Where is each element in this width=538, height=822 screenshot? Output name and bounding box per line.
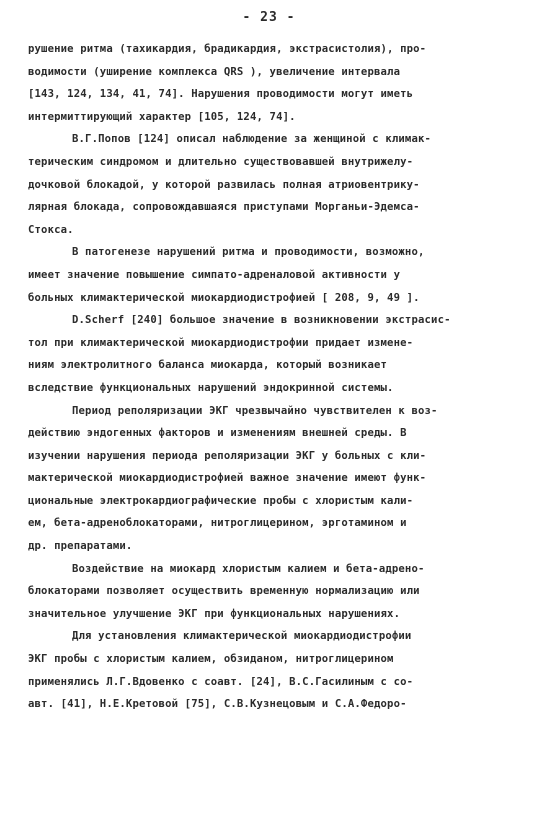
text-line: дочковой блокадой, у которой развилась полная атриовентрику- bbox=[28, 178, 420, 191]
text-line: циональные электрокардиографические пробы с хлористым кали- bbox=[28, 494, 414, 507]
text-line: В.Г.Попов [124] описал наблюдение за женщиной с климак- bbox=[72, 133, 432, 146]
body-text bbox=[28, 38, 528, 716]
text-line: др. препаратами. bbox=[28, 540, 133, 553]
text-line: Воздействие на миокард хлористым калием и бета-адрено- bbox=[72, 562, 425, 575]
text-line: Стокса. bbox=[28, 223, 74, 236]
text-line: авт. [41], Н.Е.Кретовой [75], С.В.Кузнецовым и С.А.Федоро- bbox=[28, 698, 407, 711]
page-number: - 23 - bbox=[242, 10, 296, 25]
text-line: Для установления климактерической миокардиодистрофии bbox=[72, 630, 412, 643]
text-line: значительное улучшение ЭКГ при функциональных нарушениях. bbox=[28, 607, 401, 620]
text-line: имеет значение повышение симпато-адреналовой активности у bbox=[28, 268, 401, 281]
text-line: вследствие функциональных нарушений эндокринной системы. bbox=[28, 381, 394, 394]
text-line: изучении нарушения периода реполяризации ЭКГ у больных с кли- bbox=[28, 449, 427, 462]
text-line: водимости (уширение комплекса QRS ), увеличение интервала bbox=[28, 65, 401, 78]
text-line: Период реполяризации ЭКГ чрезвычайно чувствителен к воз- bbox=[72, 404, 438, 417]
text-line: применялись Л.Г.Вдовенко с соавт. [24], В.С.Гасилиным с со- bbox=[28, 675, 414, 688]
text-line: действию эндогенных факторов и изменениям внешней среды. В bbox=[28, 427, 407, 440]
text-line: В патогенезе нарушений ритма и проводимости, возможно, bbox=[72, 246, 425, 259]
text-line: интермиттирующий характер [105, 124, 74]. bbox=[28, 110, 296, 123]
text-line: мактерической миокардиодистрофией важное значение имеют функ- bbox=[28, 472, 427, 485]
text-line: тол при климактерической миокардиодистрофии придает измене- bbox=[28, 336, 414, 349]
text-line: лярная блокада, сопровождавшаяся приступами Морганьи-Эдемса- bbox=[28, 201, 420, 214]
text-line: ниям электролитного баланса миокарда, который возникает bbox=[28, 359, 388, 372]
text-line: терическим синдромом и длительно существовавшей внутрижелу- bbox=[28, 155, 414, 168]
text-line: больных климактерической миокардиодистрофией [ 208, 9, 49 ]. bbox=[28, 291, 420, 304]
text-line: рушение ритма (тахикардия, брадикардия, экстрасистолия), про- bbox=[28, 43, 427, 55]
text-line: ЭКГ пробы с хлористым калием, обзиданом, нитроглицерином bbox=[28, 653, 394, 666]
text-line: ем, бета-адреноблокаторами, нитроглицерином, эрготамином и bbox=[28, 517, 407, 530]
text-line: блокаторами позволяет осуществить временную нормализацию или bbox=[28, 585, 420, 598]
text-line: [143, 124, 134, 41, 74]. Нарушения проводимости могут иметь bbox=[28, 88, 414, 101]
text-line: D.Scherf [240] большое значение в возникновении экстрасис- bbox=[72, 314, 451, 327]
